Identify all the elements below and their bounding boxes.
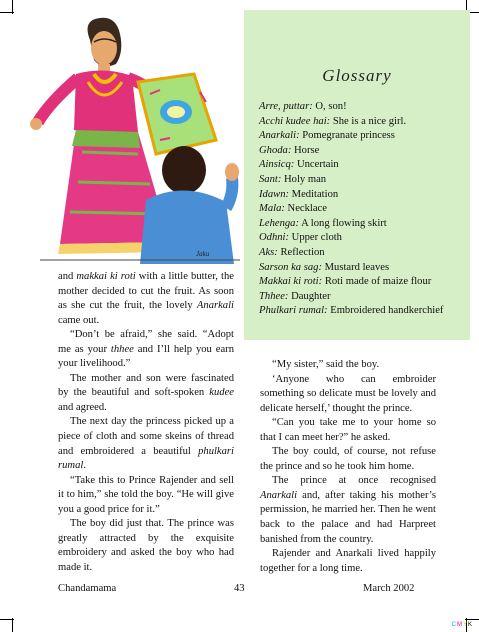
- glossary-definition: A long flowing skirt: [301, 217, 387, 229]
- text: and, after taking his mother’s permission, he married her. Then he went back to the palace and had Harpreet banished from the country.: [260, 489, 436, 545]
- glossary-entry: [259, 217, 464, 232]
- text: The mother and son were fascinated by the beautiful and soft-spoken: [58, 372, 234, 399]
- story-column-left: [58, 270, 234, 575]
- glossary-term: Ainsicq:: [259, 159, 295, 171]
- glossary-definition: O, son!: [315, 101, 347, 112]
- text: “Don’t be afraid,” she said. “Adopt me as your: [58, 329, 234, 355]
- footer-magazine-name: Chandamama: [58, 583, 117, 594]
- glossary-entry: [259, 202, 464, 217]
- magenta-mark: M: [456, 622, 463, 628]
- paragraph: [58, 270, 234, 328]
- paragraph: “My sister,” said the boy.: [272, 359, 380, 370]
- glossary-entry: [259, 231, 464, 246]
- paragraph: [58, 415, 234, 473]
- paragraph: “Can you take me to your home so that I can meet her?” he asked.: [260, 417, 436, 443]
- footer-date: March 2002: [363, 583, 415, 594]
- glossary-term: Ghoda:: [259, 144, 292, 156]
- text: came out.: [58, 314, 100, 326]
- crop-mark: [12, 0, 13, 14]
- paragraph: The boy did just that. The prince was greatly attracted by the exquisite embroidery and asked the boy who had made it.: [58, 518, 234, 573]
- paragraph: “Take this to Prince Rajender and sell it to him,” she told the boy. “He will give you a good price for it.”: [58, 474, 234, 515]
- text: The next day the princess picked up a piece of cloth and some skeins of thread and embroidered a beautiful: [58, 416, 234, 457]
- glossary-entry: [259, 144, 464, 159]
- crop-mark: [465, 619, 479, 620]
- glossary-term: Phulkari rumal:: [259, 305, 328, 317]
- story-illustration: [20, 12, 242, 270]
- paragraph: ‘Anyone who can embroider something so delicate must be lovely and delicate herself,’ thought the prince.: [260, 373, 436, 414]
- glossary-definition: Upper cloth: [291, 232, 342, 244]
- text: and agreed.: [58, 401, 107, 413]
- text: with a little butter, the mother decided to cut the fruit. As soon as she cut the fruit, the lovely: [58, 271, 234, 312]
- glossary-term: Arre, puttar:: [259, 101, 313, 112]
- story-column-right: [260, 358, 436, 576]
- glossary-term: Anarkali:: [259, 130, 300, 142]
- text: The prince at once recognised: [272, 475, 436, 487]
- glossary-definition: Embroidered handkerchief: [330, 305, 444, 317]
- glossary-entry: [259, 100, 464, 115]
- glossary-list: [259, 100, 464, 319]
- glossary-entry: [259, 129, 464, 144]
- glossary-definition: Holy man: [284, 173, 327, 185]
- text-italic: phulkari rumal: [58, 445, 234, 472]
- text: and: [58, 271, 77, 282]
- glossary-term: Odhni:: [259, 232, 290, 244]
- glossary-entry: [259, 246, 464, 261]
- cmyk-marks: [452, 622, 473, 628]
- text-italic: makkai ki roti: [76, 271, 136, 282]
- paragraph: [58, 372, 234, 416]
- text-italic: thhee: [110, 343, 134, 355]
- glossary-title: Glossary: [322, 66, 392, 85]
- glossary-definition: Daughter: [291, 290, 331, 302]
- glossary-term: Acchi kudee hai:: [259, 115, 331, 127]
- glossary-definition: Reflection: [280, 246, 325, 258]
- paragraph: Rajender and Anarkali lived happily together for a long time.: [260, 548, 436, 574]
- glossary-term: Makkai ki roti:: [259, 276, 323, 288]
- glossary-term: Mala:: [259, 203, 285, 215]
- text: .: [83, 460, 86, 472]
- paragraph: The boy could, of course, not refuse the prince and so he took him home.: [260, 446, 436, 472]
- glossary-definition: Necklace: [287, 203, 327, 215]
- crop-mark: [12, 618, 13, 632]
- glossary-term: Thhee:: [259, 290, 289, 302]
- page-number: 43: [234, 583, 245, 594]
- glossary-definition: Pomegranate princess: [302, 130, 395, 142]
- glossary-entry: [259, 158, 464, 173]
- glossary-entry: [259, 115, 464, 130]
- glossary-box: [244, 10, 470, 340]
- yellow-mark: Y: [462, 622, 468, 628]
- text-italic: Anarkali: [260, 489, 298, 501]
- paragraph: [58, 328, 234, 372]
- glossary-term: Aks:: [259, 246, 278, 258]
- artist-signature: Jaku: [196, 250, 210, 258]
- glossary-term: Idawn:: [259, 188, 290, 200]
- black-mark: K: [467, 622, 473, 628]
- glossary-entry: [259, 275, 464, 290]
- text: and I’ll help you earn your livelihood.”: [58, 343, 234, 370]
- glossary-entry: [259, 261, 464, 276]
- glossary-definition: Roti made of maize flour: [324, 276, 432, 288]
- cyan-mark: C: [451, 622, 457, 628]
- glossary-definition: Meditation: [291, 188, 339, 200]
- glossary-entry: [259, 173, 464, 188]
- text-italic: kudee: [209, 387, 234, 399]
- glossary-entry: [259, 304, 464, 319]
- glossary-term: Lehenga:: [259, 217, 300, 229]
- text-italic: Anarkali: [196, 300, 234, 312]
- glossary-definition: Uncertain: [296, 159, 339, 171]
- glossary-term: Sant:: [259, 173, 282, 185]
- glossary-definition: She is a nice girl.: [332, 115, 407, 127]
- glossary-definition: Horse: [294, 144, 320, 156]
- glossary-entry: [259, 188, 464, 203]
- glossary-definition: Mustard leaves: [324, 261, 390, 273]
- paragraph: [260, 474, 436, 547]
- glossary-term: Sarson ka sag:: [259, 261, 322, 273]
- glossary-entry: [259, 290, 464, 305]
